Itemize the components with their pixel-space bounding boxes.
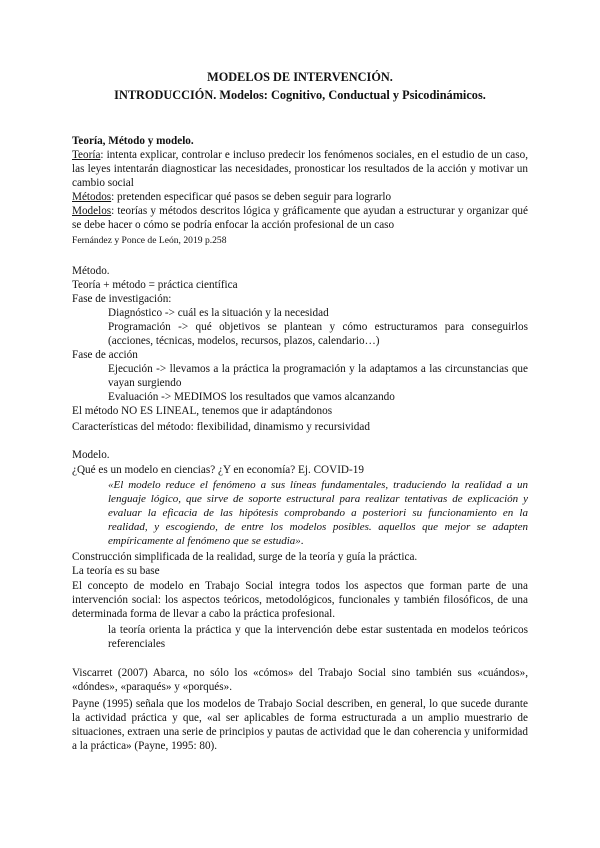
modelo-orienta: la teoría orienta la práctica y que la intervención debe estar sustentada en modelos teóricos referenciales [108,624,528,650]
diagnostico-item: Diagnóstico -> cuál es la situación y la necesidad [108,307,329,319]
programacion-item: Programación -> qué objetivos se plantean y cómo estructuramos para conseguirlos (acciones, técnicas, modelos, recursos, plazos, calendario…) [108,321,528,347]
modelos-paragraph [72,204,528,232]
quote-end: . [300,535,304,547]
modelo-question: ¿Qué es un modelo en ciencias? ¿Y en economía? Ej. COVID-19 [72,464,364,476]
teoria-label: Teoría [72,149,101,161]
metodos-text: : pretenden especificar qué pasos se deben seguir para lograrlo [111,191,392,203]
metodos-paragraph [72,190,528,204]
evaluacion-item: Evaluación -> MEDIMOS los resultados que vamos alcanzando [108,391,395,403]
viscarret-paragraph: Viscarret (2007) Abarca, no sólo los «cómos» del Trabajo Social sino también sus «cuándos», «dóndes», «paraqués» y «porqués». [72,667,528,693]
modelo-quote [108,478,528,548]
teoria-paragraph [72,148,528,190]
teoria-text: : intenta explicar, controlar e incluso predecir los fenómenos sociales, en el estudio de un caso, las leyes intentarán diagnosticar las necesidades, pronosticar los resultados de la acción y motivar un cambio social [72,149,528,189]
modelo-teoria-base: La teoría es su base [72,565,160,577]
modelos-text: : teorías y métodos descritos lógica y gráficamente que ayudan a estructurar y organizar qué se debe hacer o cómo se podría enfocar la acción profesional de un caso [72,205,528,231]
fase-investigacion: Fase de investigación: [72,293,172,305]
modelos-label: Modelos [72,205,112,217]
ejecucion-item: Ejecución -> llevamos a la práctica la programación y la adaptamos a las circunstancias que vayan surgiendo [108,363,528,389]
section-heading-teoria-metodo-modelo: Teoría, Método y modelo. [72,135,194,147]
document-subtitle: INTRODUCCIÓN. Modelos: Cognitivo, Conductual y Psicodinámicos. [114,88,486,102]
modelo-construccion: Construcción simplificada de la realidad, surge de la teoría y guía la práctica. [72,551,418,563]
metodo-caracteristicas: Características del método: flexibilidad, dinamismo y recursividad [72,421,370,433]
payne-paragraph: Payne (1995) señala que los modelos de Trabajo Social describen, en general, lo que sucede durante la actividad práctica y que, «al ser aplicables de forma estructurada a un amplio muestrario de situaciones, extraen una serie de principios y pautas de actividad que le dan coherencia y uniformidad a la práctica» (Payne, 1995: 80). [72,698,528,752]
metodos-label: Métodos [72,191,112,203]
metodo-no-lineal: El método NO ES LINEAL, tenemos que ir adaptándonos [72,405,333,417]
modelo-heading: Modelo. [72,449,110,461]
metodo-formula: Teoría + método = práctica científica [72,279,238,291]
modelo-concepto: El concepto de modelo en Trabajo Social integra todos los aspectos que forman parte de una intervención social: los aspectos teóricos, metodológicos, funcionales y también filosóficos, de una determinada forma de llevar a cabo la práctica profesional. [72,580,528,620]
fase-accion: Fase de acción [72,349,138,361]
metodo-heading: Método. [72,265,110,277]
citation: Fernández y Ponce de León, 2019 p.258 [72,235,227,246]
quote-text: «El modelo reduce el fenómeno a sus líneas fundamentales, traduciendo la realidad a un lenguaje lógico, que sirve de soporte estructural para realizar tentativas de explicación y evaluar la eficacia de las hipótesis comprobando a posteriori su funcionamiento en la realidad, y escogiendo, de entre los modelos posibles. aquellos que mejor se adapten empíricamente al fenómeno que se estudia» [108,479,528,547]
document-title: MODELOS DE INTERVENCIÓN. [207,70,393,84]
